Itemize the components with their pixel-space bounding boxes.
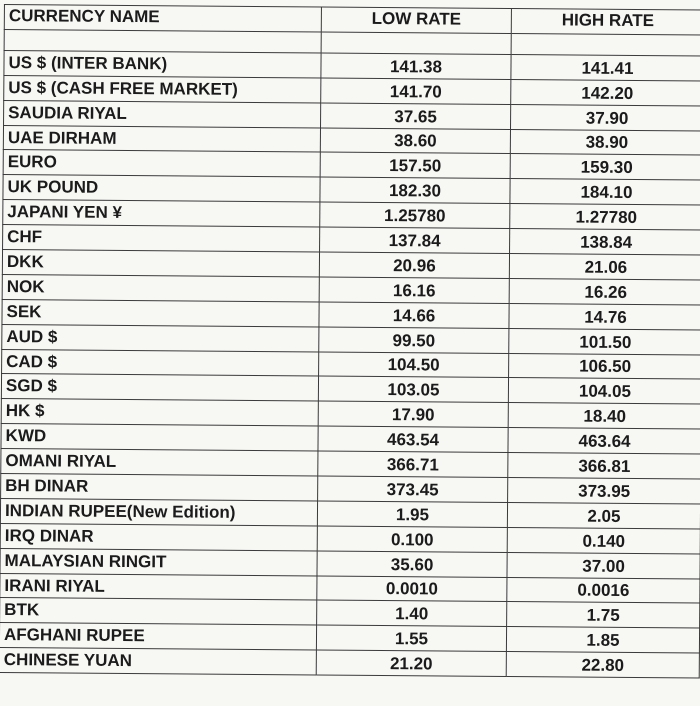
header-currency-name: CURRENCY NAME: [4, 5, 321, 32]
currency-name-cell: UK POUND: [3, 175, 320, 202]
header-high-rate: HIGH RATE: [511, 9, 700, 35]
currency-name-cell: OMANI RIYAL: [1, 449, 318, 476]
high-rate-cell: 0.140: [507, 527, 700, 553]
low-rate-cell: 141.70: [321, 78, 511, 104]
low-rate-cell: 1.40: [317, 600, 507, 626]
high-rate-cell: 1.85: [506, 627, 699, 653]
low-rate-cell: 157.50: [320, 152, 510, 178]
low-rate-cell: 366.71: [318, 451, 508, 477]
low-rate-cell: 21.20: [316, 650, 506, 676]
low-rate-cell: 16.16: [319, 277, 509, 303]
high-rate-cell: 21.06: [509, 254, 700, 280]
currency-name-cell: EURO: [3, 150, 320, 177]
low-rate-cell: 103.05: [318, 376, 508, 402]
high-rate-cell: 37.00: [507, 552, 700, 578]
high-rate-cell: 18.40: [508, 403, 700, 429]
rate-table-body: [0, 29, 700, 678]
currency-name-cell: MALAYSIAN RINGIT: [0, 548, 317, 575]
low-rate-cell: 1.55: [316, 625, 506, 651]
high-rate-cell: 38.90: [510, 129, 700, 155]
currency-name-cell: NOK: [2, 274, 319, 301]
low-rate-cell: 182.30: [320, 177, 510, 203]
high-rate-cell: 1.75: [507, 602, 700, 628]
currency-name-cell: CHF: [3, 225, 320, 252]
high-rate-cell: 106.50: [509, 353, 700, 379]
blank-cell: [4, 29, 321, 52]
low-rate-cell: 0.0010: [317, 576, 507, 602]
currency-name-cell: US $ (CASH FREE MARKET): [4, 75, 321, 102]
low-rate-cell: 137.84: [320, 227, 510, 253]
high-rate-cell: 366.81: [508, 453, 700, 479]
blank-cell: [321, 32, 511, 54]
high-rate-cell: 159.30: [510, 154, 700, 180]
currency-name-cell: KWD: [1, 424, 318, 451]
currency-name-cell: DKK: [2, 250, 319, 277]
header-low-rate: LOW RATE: [321, 7, 511, 33]
blank-cell: [511, 33, 700, 56]
low-rate-cell: 37.65: [321, 103, 511, 129]
high-rate-cell: 16.26: [509, 278, 700, 304]
currency-name-cell: SEK: [2, 299, 319, 326]
table-row: [0, 648, 699, 678]
currency-name-cell: JAPANI YEN ¥: [3, 200, 320, 227]
currency-name-cell: INDIAN RUPEE(New Edition): [0, 498, 317, 525]
low-rate-cell: 99.50: [319, 327, 509, 353]
high-rate-cell: 1.27780: [510, 204, 700, 230]
currency-name-cell: UAE DIRHAM: [3, 125, 320, 152]
low-rate-cell: 141.38: [321, 53, 511, 79]
low-rate-cell: 104.50: [319, 352, 509, 378]
high-rate-cell: 463.64: [508, 428, 700, 454]
high-rate-cell: 37.90: [511, 104, 700, 130]
currency-name-cell: US $ (INTER BANK): [4, 50, 321, 77]
currency-name-cell: HK $: [1, 399, 318, 426]
currency-name-cell: BTK: [0, 598, 317, 625]
high-rate-cell: 138.84: [510, 229, 700, 255]
currency-name-cell: BH DINAR: [1, 474, 318, 501]
high-rate-cell: 373.95: [508, 478, 700, 504]
currency-name-cell: SGD $: [1, 374, 318, 401]
high-rate-cell: 104.05: [508, 378, 700, 404]
low-rate-cell: 14.66: [319, 302, 509, 328]
high-rate-cell: 142.20: [511, 79, 700, 105]
currency-name-cell: CHINESE YUAN: [0, 648, 316, 675]
currency-name-cell: IRQ DINAR: [0, 523, 317, 550]
high-rate-cell: 101.50: [509, 328, 700, 354]
currency-name-cell: SAUDIA RIYAL: [4, 100, 321, 127]
low-rate-cell: 1.25780: [320, 202, 510, 228]
high-rate-cell: 14.76: [509, 303, 700, 329]
currency-name-cell: AUD $: [2, 324, 319, 351]
low-rate-cell: 373.45: [318, 476, 508, 502]
currency-rate-table: [0, 4, 700, 679]
high-rate-cell: 2.05: [507, 502, 700, 528]
low-rate-cell: 1.95: [317, 501, 507, 527]
low-rate-cell: 20.96: [319, 252, 509, 278]
high-rate-cell: 141.41: [511, 54, 700, 80]
low-rate-cell: 35.60: [317, 551, 507, 577]
currency-name-cell: AFGHANI RUPEE: [0, 623, 317, 650]
currency-name-cell: CAD $: [2, 349, 319, 376]
low-rate-cell: 0.100: [317, 526, 507, 552]
currency-name-cell: IRANI RIYAL: [0, 573, 317, 600]
high-rate-cell: 184.10: [510, 179, 700, 205]
low-rate-cell: 17.90: [318, 401, 508, 427]
high-rate-cell: 0.0016: [507, 577, 700, 603]
low-rate-cell: 463.54: [318, 426, 508, 452]
low-rate-cell: 38.60: [320, 128, 510, 154]
high-rate-cell: 22.80: [506, 652, 699, 678]
